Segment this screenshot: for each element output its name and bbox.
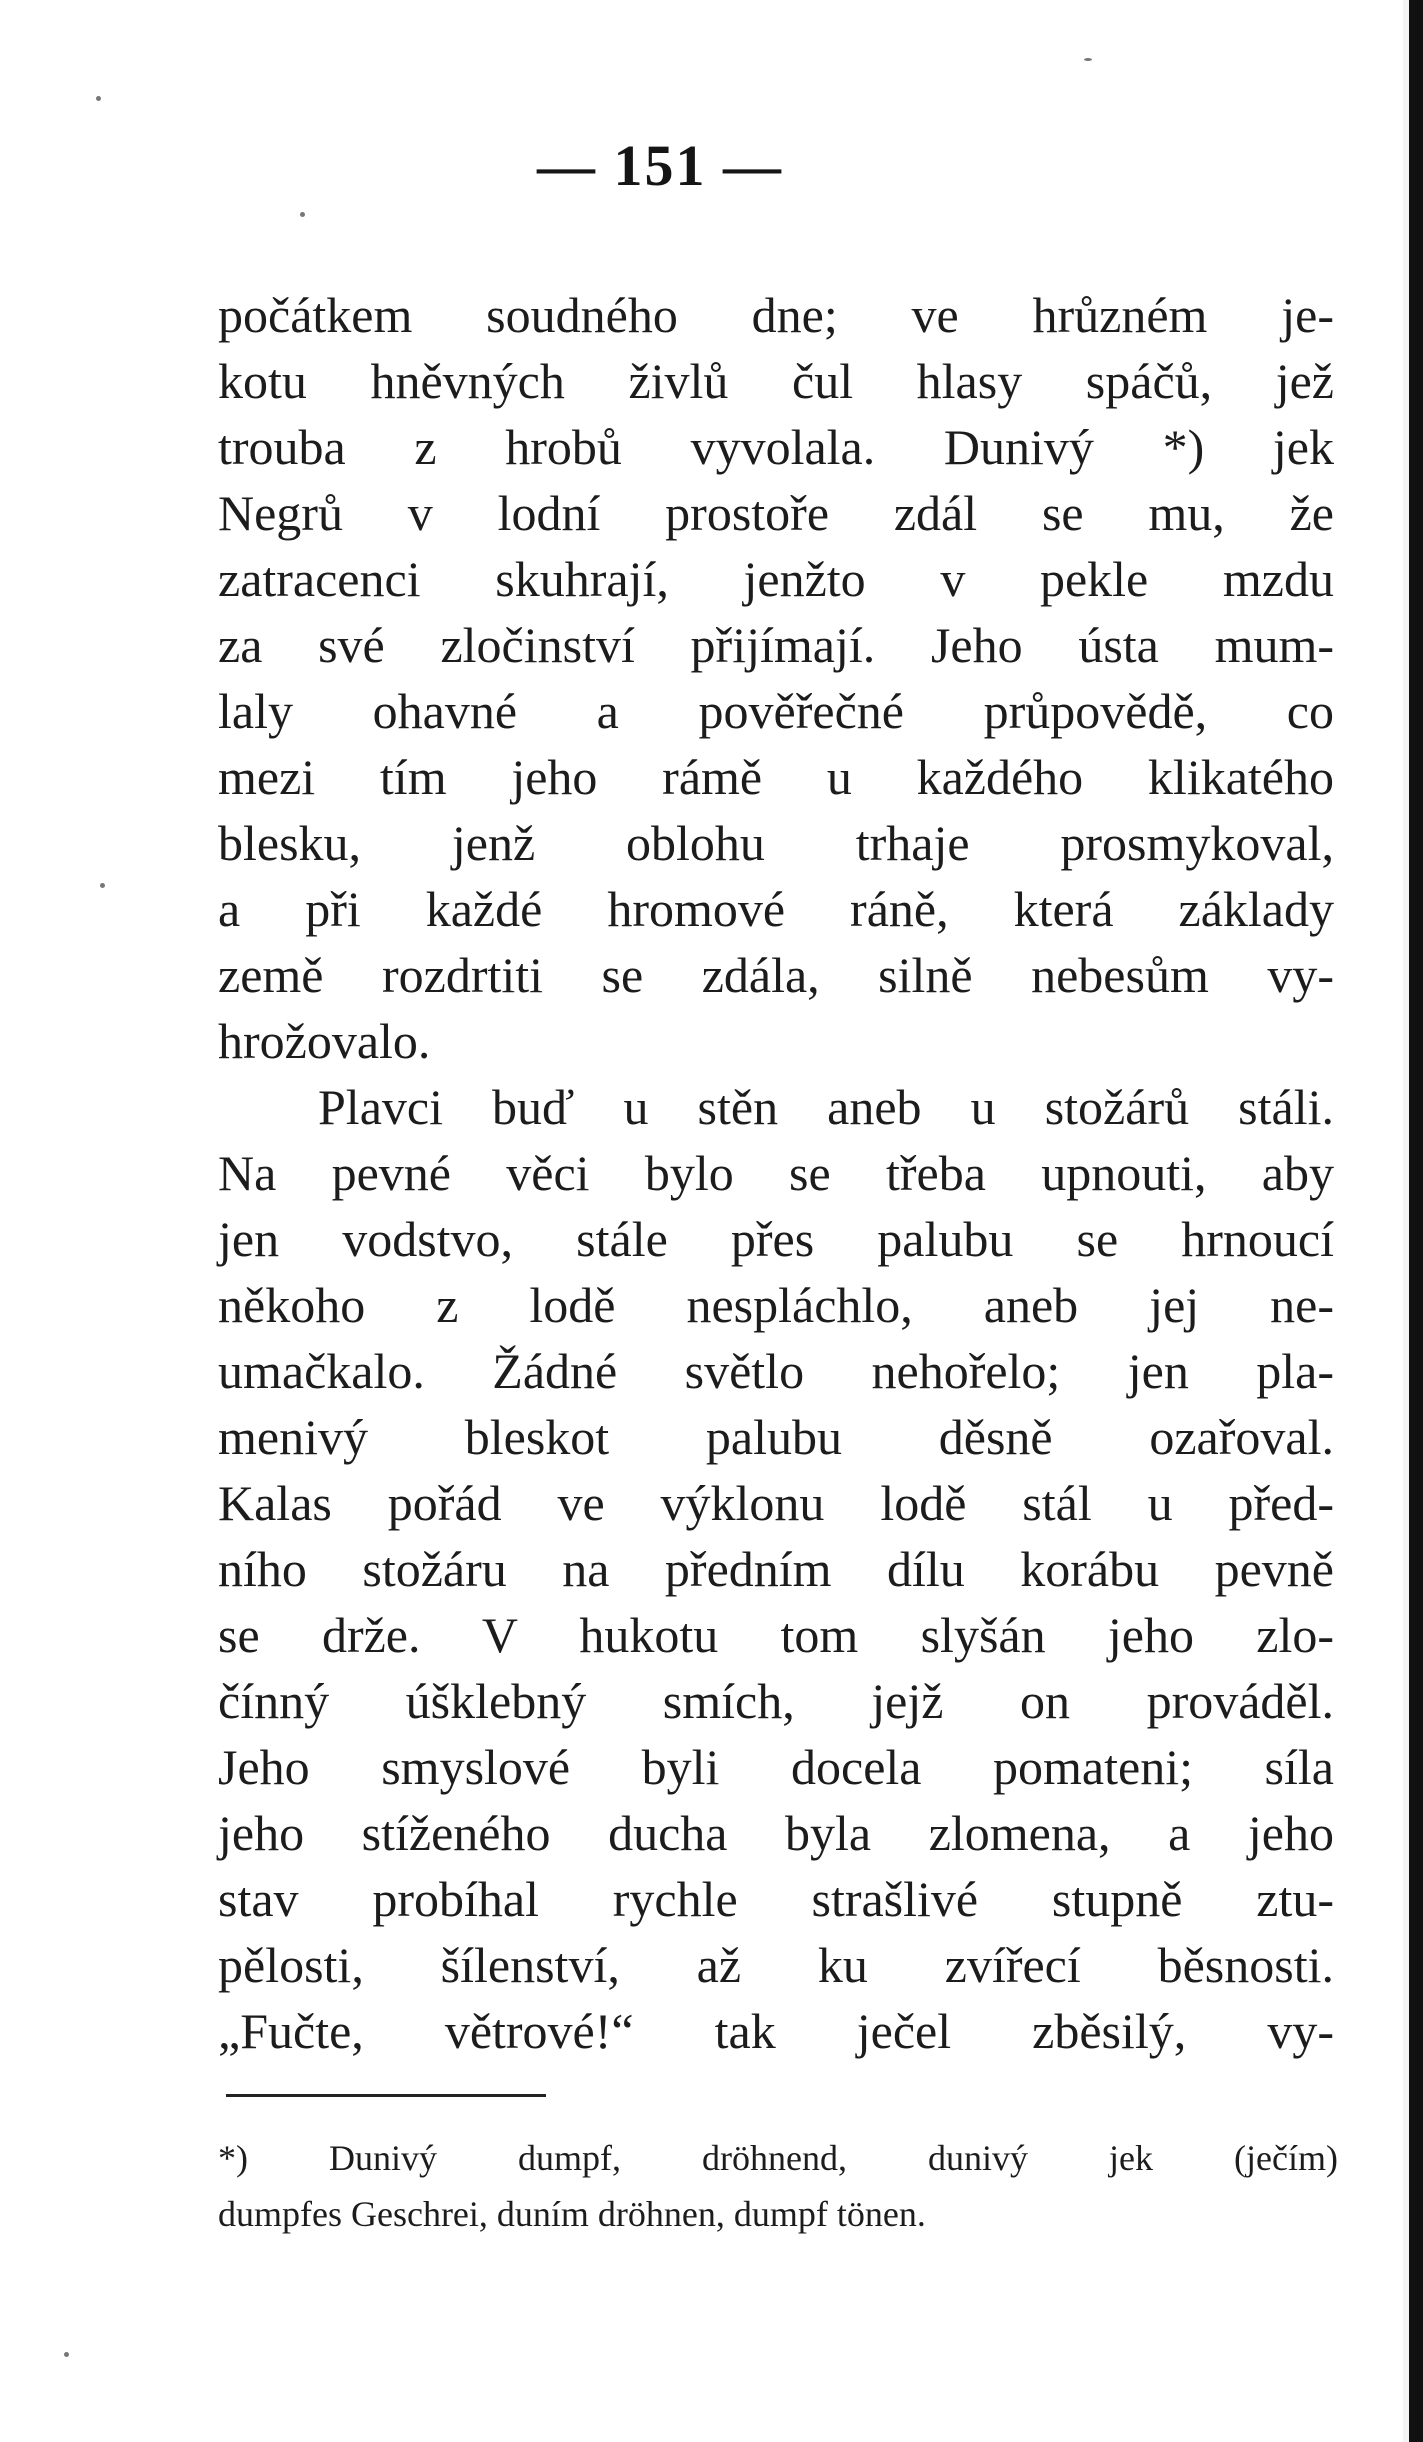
text-line: Jeho smyslové byli docela pomateni; síla xyxy=(218,1739,1334,1795)
text-line: pělosti, šílenství, až ku zvířecí běsnosti. xyxy=(218,1937,1334,1993)
footnote xyxy=(218,2130,1338,2242)
text-line: umačkalo. Žádné světlo nehořelo; jen pla- xyxy=(218,1343,1334,1399)
text-line: za své zločinství přijímají. Jeho ústa mum- xyxy=(218,617,1334,673)
text-line: kotu hněvných živlů čul hlasy spáčů, jež xyxy=(218,353,1334,409)
text-line: se drže. V hukotu tom slyšán jeho zlo- xyxy=(218,1607,1334,1663)
paper-speck xyxy=(300,212,305,217)
text-line: počátkem soudného dne; ve hrůzném je- xyxy=(218,287,1334,343)
body-text xyxy=(218,282,1334,2064)
text-line: a při každé hromové ráně, která základy xyxy=(218,881,1334,937)
page-edge-border xyxy=(1409,0,1423,2442)
text-line: menivý bleskot palubu děsně ozařoval. xyxy=(218,1409,1334,1465)
paper-speck xyxy=(96,96,101,101)
page-number: — 151 — xyxy=(537,133,783,198)
text-line: hrožovalo. xyxy=(218,1013,431,1069)
text-line: čínný úšklebný smích, jejž on prováděl. xyxy=(218,1673,1334,1729)
text-line: Negrů v lodní prostoře zdál se mu, že xyxy=(218,485,1334,541)
footnote-separator xyxy=(226,2094,546,2097)
text-line: zatracenci skuhrají, jenžto v pekle mzdu xyxy=(218,551,1334,607)
paper-speck xyxy=(64,2352,69,2357)
text-line: Kalas pořád ve výklonu lodě stál u před- xyxy=(218,1475,1334,1531)
text-line: „Fučte, větrové!“ tak ječel zběsilý, vy- xyxy=(218,2003,1334,2059)
paper-speck xyxy=(100,883,105,888)
footnote-line: *) Dunivý dumpf, dröhnend, dunivý jek (ječím) xyxy=(218,2138,1338,2178)
text-line: mezi tím jeho rámě u každého klikatého xyxy=(218,749,1334,805)
text-line: ního stožáru na předním dílu korábu pevně xyxy=(218,1541,1334,1597)
paragraph-start-line: Plavci buď u stěn aneb u stožárů stáli. xyxy=(318,1079,1334,1135)
text-line: země rozdrtiti se zdála, silně nebesům vy- xyxy=(218,947,1334,1003)
text-line: laly ohavné a pověřečné průpovědě, co xyxy=(218,683,1334,739)
text-line: jeho stíženého ducha byla zlomena, a jeho xyxy=(218,1805,1334,1861)
paper-speck xyxy=(1084,58,1092,61)
text-line: někoho z lodě nespláchlo, aneb jej ne- xyxy=(218,1277,1334,1333)
text-line: trouba z hrobů vyvolala. Dunivý *) jek xyxy=(218,419,1334,475)
footnote-line: dumpfes Geschrei, duním dröhnen, dumpf tönen. xyxy=(218,2194,926,2234)
text-line: jen vodstvo, stále přes palubu se hrnoucí xyxy=(218,1211,1334,1267)
text-line: blesku, jenž oblohu trhaje prosmykoval, xyxy=(218,815,1334,871)
text-line: Na pevné věci bylo se třeba upnouti, aby xyxy=(218,1145,1334,1201)
text-line: stav probíhal rychle strašlivé stupně ztu- xyxy=(218,1871,1334,1927)
